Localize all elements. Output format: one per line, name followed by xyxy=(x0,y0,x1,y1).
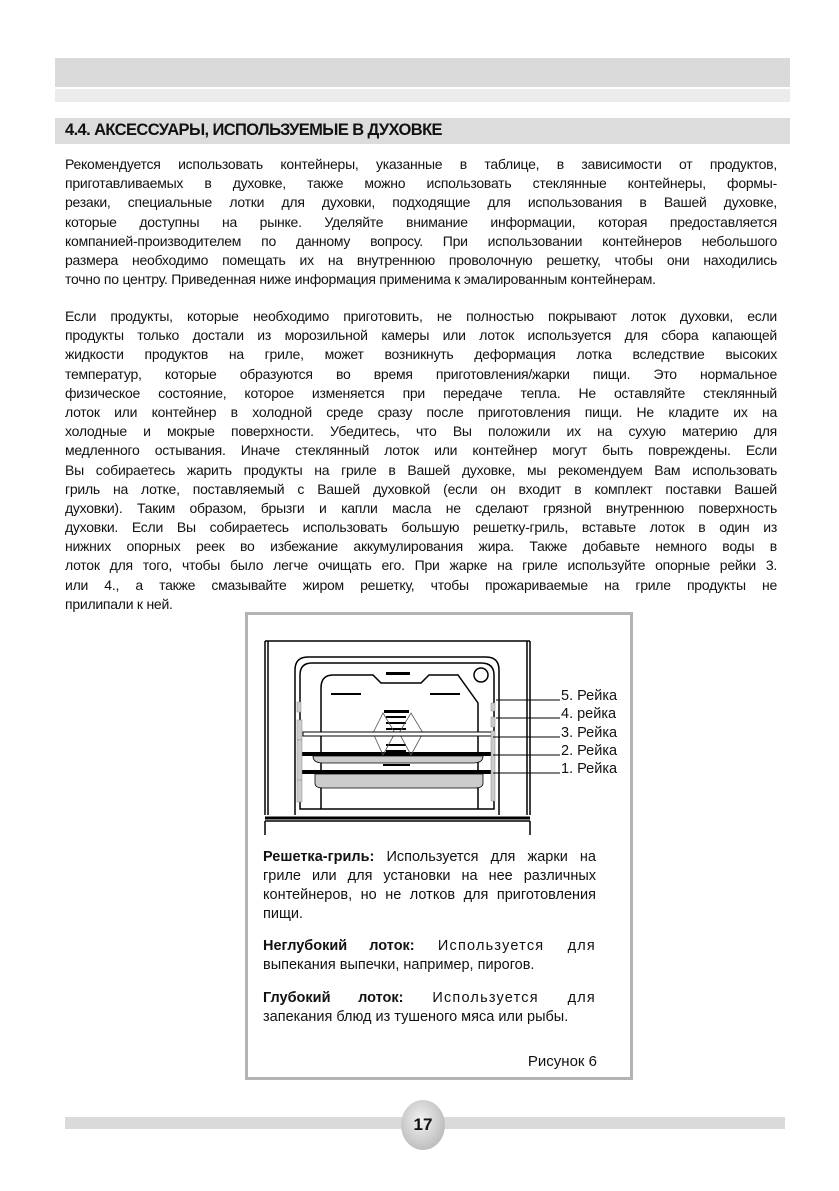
paragraph-line: лоток для того, чтобы было легче очищать его. При жарке на гриле используйте опорные рейки 3. xyxy=(65,557,777,574)
paragraph-line: духовки). Таким образом, брызги и капли масла не сделают грязной внутреннюю поверхность xyxy=(65,499,777,516)
caption-line xyxy=(263,989,596,1008)
rail-5-label: 5. Рейка xyxy=(561,688,618,704)
caption-line: выпекания выпечки, например, пирогов. xyxy=(263,957,535,973)
section-heading xyxy=(55,118,790,144)
paragraph-line: холодные и мокрые поверхности. Убедитесь, что Вы положили их на сухую материю для xyxy=(65,423,777,440)
caption-term: Решетка-гриль: xyxy=(263,849,375,865)
header-bar xyxy=(55,58,790,87)
rail-4-label: 4. рейка xyxy=(561,706,617,722)
paragraph-line: размера необходимо помещать их на внутреннюю проволочную решетку, чтобы они находились xyxy=(65,251,777,268)
page-number: 17 xyxy=(401,1100,445,1150)
paragraph-line: нижних опорных реек во избежание аккумулирования жира. Также добавьте немного воды в xyxy=(65,538,777,555)
rail-3-label: 3. Рейка xyxy=(561,725,618,741)
caption-line: запекания блюд из тушеного мяса или рыбы. xyxy=(263,1009,569,1025)
section-title: 4.4. АКСЕССУАРЫ, ИСПОЛЬЗУЕМЫЕ В ДУХОВКЕ xyxy=(65,121,442,139)
figure-6 xyxy=(245,612,633,1080)
paragraph-line: Вы собираетесь жарить продукты на гриле в Вашей духовке, мы рекомендуем Вам использовать xyxy=(65,461,777,478)
caption-term: Неглубокий лоток: xyxy=(263,938,415,954)
paragraph-line: Если продукты, которые необходимо приготовить, не полностью покрывают лоток духовки, если xyxy=(65,308,777,324)
caption-text: Используется для жарки на xyxy=(386,849,596,865)
paragraph-line: или 4., а также смазывайте жиром решетку, чтобы прожариваемые на гриле продукты не xyxy=(65,576,777,593)
paragraph-line: Рекомендуется использовать контейнеры, указанные в таблице, в зависимости от продуктов, xyxy=(65,156,777,172)
caption-text: Используется для xyxy=(432,990,596,1006)
header-bar-light xyxy=(55,89,790,102)
rail-2-label: 2. Рейка xyxy=(561,743,618,759)
caption-line xyxy=(263,937,596,956)
caption-deep-tray xyxy=(263,989,596,1027)
caption-grill-rack xyxy=(263,848,596,924)
caption-line: гриле или для установки на нее различных xyxy=(263,868,596,884)
paragraph-line: гриль на лотке, поставляемый с Вашей духовкой (если он входит в комплект поставки Вашей xyxy=(65,480,777,497)
paragraph-line: точно по центру. Приведенная ниже информация применима к эмалированным контейнерам. xyxy=(65,271,656,288)
paragraph-line: лоток или контейнер в холодной среде сразу после приготовления пищи. Не кладите их на xyxy=(65,403,777,420)
paragraph-line: жидкости продуктов на гриле, может возникнуть деформация лотка вследствие высоких xyxy=(65,346,777,363)
paragraph-line: температур, которые образуются во время приготовления/жарки пищи. Это нормальное xyxy=(65,365,777,382)
paragraph-line: компанией-производителем по данному вопросу. При использовании контейнеров небольшого xyxy=(65,232,777,249)
paragraph-2 xyxy=(65,307,777,614)
caption-line xyxy=(263,848,596,867)
paragraph-1 xyxy=(65,155,777,289)
caption-line: пищи. xyxy=(263,906,304,922)
paragraph-line: физическое состояние, которое изменяется при передаче тепла. Не оставляйте стеклянный xyxy=(65,384,777,401)
caption-line: контейнеров, но не лотков для приготовления xyxy=(263,887,596,903)
paragraph-line: которые доступны на рынке. Уделяйте внимание информации, которая предоставляется xyxy=(65,213,777,230)
paragraph-line: прилипали к ней. xyxy=(65,595,173,612)
paragraph-line: медленного остывания. Иначе стеклянный лоток или контейнер могут быть повреждены. Если xyxy=(65,442,777,459)
figure-label: Рисунок 6 xyxy=(527,1053,597,1070)
rail-1-label: 1. Рейка xyxy=(561,761,618,777)
caption-term: Глубокий лоток: xyxy=(263,990,404,1006)
paragraph-line: продукты только достали из морозильной камеры или лоток используется для сбора капающей xyxy=(65,327,777,344)
paragraph-line: резаки, специальные лотки для духовки, подходящие для использования в Вашей духовке, xyxy=(65,194,777,211)
paragraph-line: приготавливаемых в духовке, также можно использовать стеклянные контейнеры, формы- xyxy=(65,175,777,192)
caption-text: Используется для xyxy=(437,938,596,954)
caption-shallow-tray xyxy=(263,937,596,975)
paragraph-line: духовки. Если Вы собираетесь использовать большую решетку-гриль, вставьте лоток в один из xyxy=(65,519,777,536)
